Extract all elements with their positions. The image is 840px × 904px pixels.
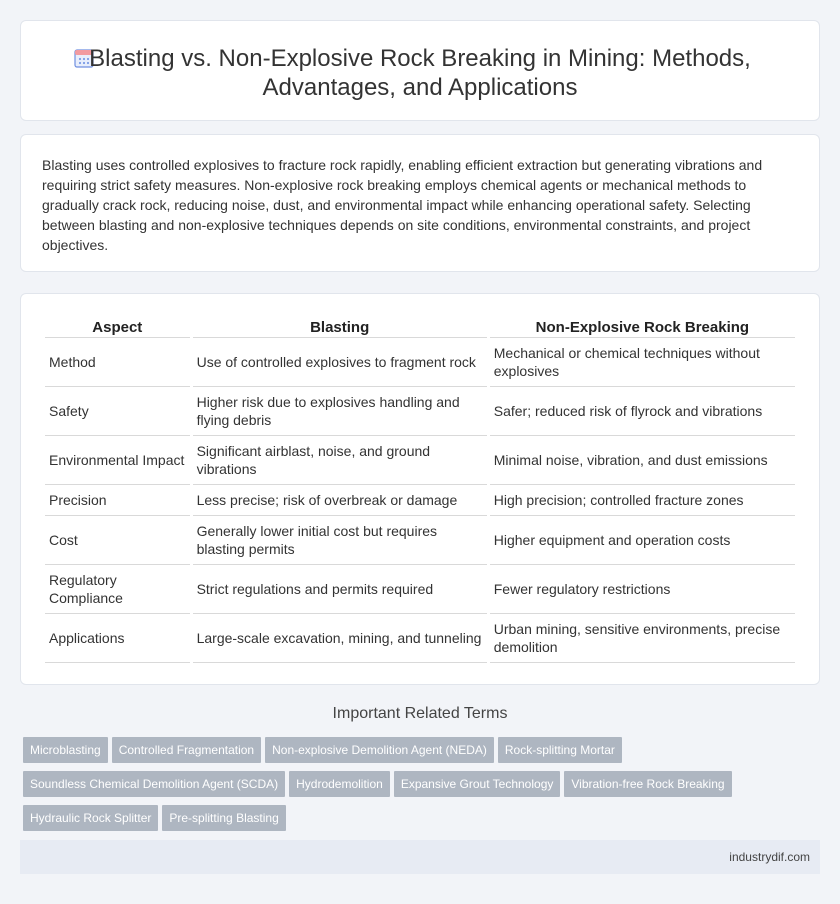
related-term-tag[interactable]: Non-explosive Demolition Agent (NEDA): [265, 737, 494, 763]
table-cell: Cost: [45, 516, 190, 565]
table-row: [45, 387, 795, 436]
column-header: Aspect: [45, 316, 190, 338]
table-header-row: [45, 316, 795, 338]
table-cell: Generally lower initial cost but requires blasting permits: [193, 516, 487, 565]
table-cell: Applications: [45, 614, 190, 663]
table-cell: Precision: [45, 485, 190, 516]
table-cell: Higher equipment and operation costs: [490, 516, 795, 565]
column-header: Blasting: [193, 316, 487, 338]
table-cell: Safer; reduced risk of flyrock and vibrations: [490, 387, 795, 436]
table-cell: Minimal noise, vibration, and dust emissions: [490, 436, 795, 485]
title-card: [20, 20, 820, 121]
page-title: [21, 44, 819, 102]
related-term-tag[interactable]: Rock-splitting Mortar: [498, 737, 622, 763]
table-cell: Urban mining, sensitive environments, precise demolition: [490, 614, 795, 663]
intro-paragraph: Blasting uses controlled explosives to fracture rock rapidly, enabling efficient extraction but generating vibrations and requiring strict safety measures. Non-explosive rock breaking employs chemical agents or mechanical methods to gradually crack rock, reducing noise, dust, and environmental impact while enhancing operational safety. Selecting between blasting and non-explosive techniques depends on site conditions, environmental constraints, and project objectives.: [42, 157, 763, 253]
table-cell: Higher risk due to explosives handling and flying debris: [193, 387, 487, 436]
footer-site-link[interactable]: industrydif.com: [729, 850, 810, 864]
table-cell: Fewer regulatory restrictions: [490, 565, 795, 614]
related-term-tag[interactable]: Vibration-free Rock Breaking: [564, 771, 731, 797]
table-row: [45, 614, 795, 663]
table-row: [45, 436, 795, 485]
related-term-tag[interactable]: Pre-splitting Blasting: [162, 805, 285, 831]
page-title-line-2: Advantages, and Applications: [262, 74, 578, 101]
intro-card: [20, 134, 820, 272]
comparison-card: [20, 293, 820, 685]
table-cell: Significant airblast, noise, and ground vibrations: [193, 436, 487, 485]
related-term-tag[interactable]: Expansive Grout Technology: [394, 771, 561, 797]
table-cell: Strict regulations and permits required: [193, 565, 487, 614]
related-term-tag[interactable]: Hydrodemolition: [289, 771, 390, 797]
table-cell: Less precise; risk of overbreak or damage: [193, 485, 487, 516]
table-cell: Method: [45, 338, 190, 387]
table-cell: Regulatory Compliance: [45, 565, 190, 614]
related-term-tag[interactable]: Controlled Fragmentation: [112, 737, 261, 763]
table-row: [45, 485, 795, 516]
related-terms-title: Important Related Terms: [332, 705, 508, 722]
related-term-tag[interactable]: Microblasting: [23, 737, 108, 763]
column-header: Non-Explosive Rock Breaking: [490, 316, 795, 338]
table-cell: Mechanical or chemical techniques without explosives: [490, 338, 795, 387]
comparison-table: [42, 316, 798, 663]
table-cell: Use of controlled explosives to fragment rock: [193, 338, 487, 387]
related-terms-list: [23, 737, 813, 839]
footer: [20, 840, 820, 874]
table-row: [45, 338, 795, 387]
table-cell: Safety: [45, 387, 190, 436]
related-term-tag[interactable]: Soundless Chemical Demolition Agent (SCDA): [23, 771, 285, 797]
page-title-line-1: Blasting vs. Non-Explosive Rock Breaking in Mining: Methods,: [89, 45, 751, 72]
table-cell: Environmental Impact: [45, 436, 190, 485]
related-term-tag[interactable]: Hydraulic Rock Splitter: [23, 805, 158, 831]
table-row: [45, 565, 795, 614]
table-cell: High precision; controlled fracture zones: [490, 485, 795, 516]
table-row: [45, 516, 795, 565]
table-cell: Large-scale excavation, mining, and tunneling: [193, 614, 487, 663]
